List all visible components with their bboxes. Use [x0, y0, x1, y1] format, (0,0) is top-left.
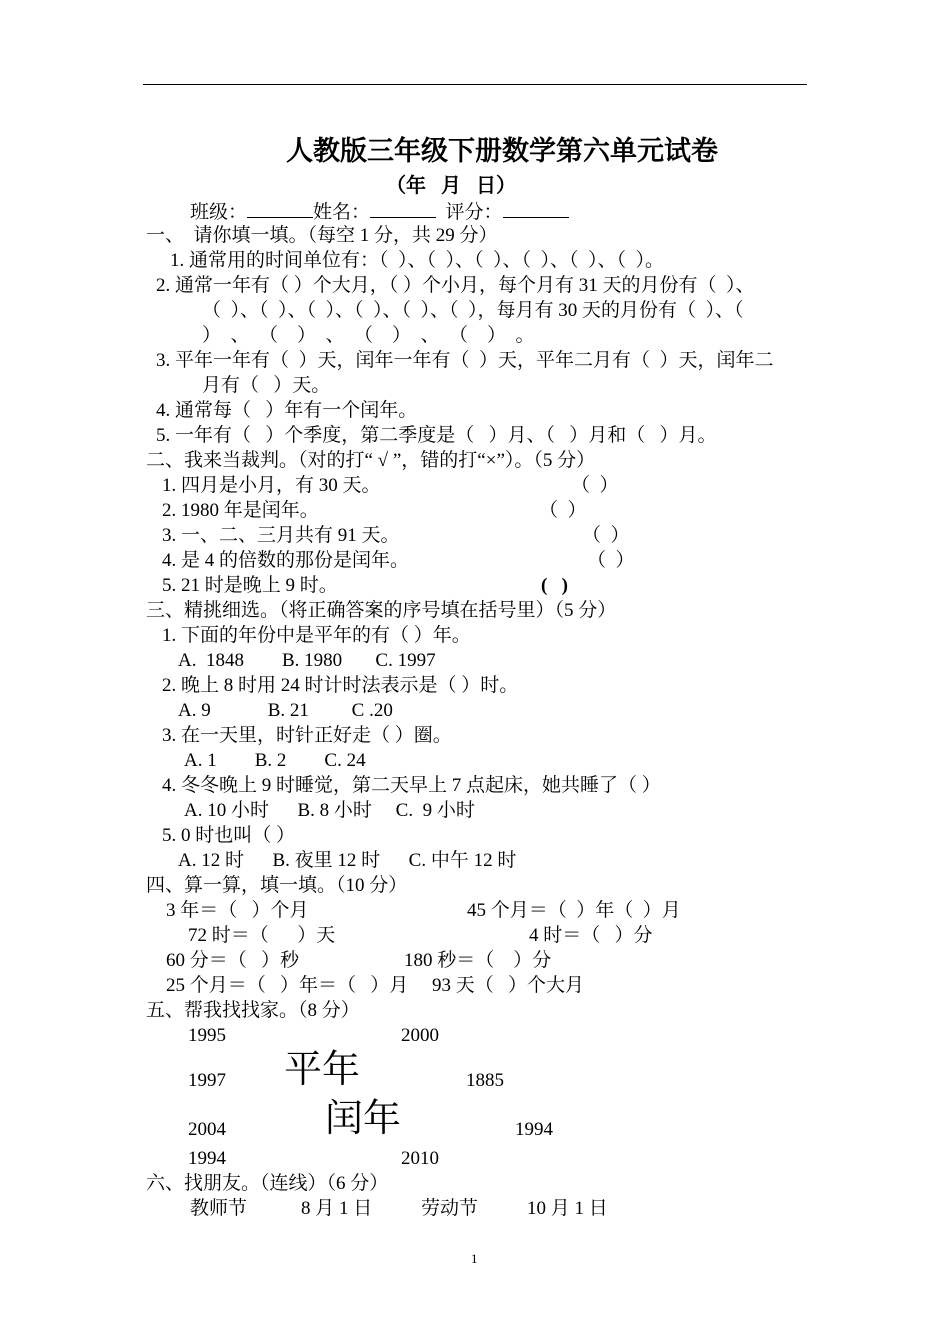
date-line: （年 月 日）	[386, 175, 516, 197]
s2-answer-4[interactable]: （ ）	[587, 550, 635, 571]
match-item[interactable]: 10 月 1 日	[527, 1198, 608, 1219]
year-item[interactable]: 2010	[401, 1148, 439, 1169]
year-item[interactable]: 1885	[466, 1070, 504, 1091]
s4-problem-2a: 72 时＝（ ）天	[188, 925, 336, 946]
s3-options-5: A. 12 时 B. 夜里 12 时 C. 中午 12 时	[178, 850, 517, 871]
name-label: 姓名：	[313, 202, 371, 223]
s2-item-4: 4. 是 4 的倍数的那份是闰年。	[162, 550, 410, 571]
s3-options-4: A. 10 小时 B. 8 小时 C. 9 小时	[184, 800, 475, 821]
s3-question-2: 2. 晚上 8 时用 24 时计时法表示是（ ）时。	[162, 675, 519, 696]
section-2-heading: 二、我来当裁判。（对的打“ √ ”，错的打“×”）。（5 分）	[146, 450, 596, 471]
s3-options-3: A. 1 B. 2 C. 24	[184, 750, 366, 771]
s3-question-3: 3. 在一天里，时针正好走（ ）圈。	[162, 725, 452, 746]
match-item[interactable]: 劳动节	[421, 1198, 479, 1219]
s1-question-5: 5. 一年有（ ）个季度，第二季度是（ ）月、（ ）月和（ ）月。	[156, 425, 717, 446]
s2-item-2: 2. 1980 年是闰年。	[162, 500, 319, 521]
name-field[interactable]	[370, 199, 436, 218]
s4-problem-2b: 4 时＝（ ）分	[529, 925, 653, 946]
s4-problem-1a: 3 年＝（ ）个月	[166, 900, 309, 921]
s3-options-2: A. 9 B. 21 C .20	[178, 700, 393, 721]
s1-question-3: 3. 平年一年有（ ）天，闰年一年有（ ）天，平年二月有（ ）天，闰年二	[156, 350, 774, 371]
leap-year-label: 闰年	[325, 1098, 402, 1140]
s2-answer-5[interactable]: ( )	[541, 575, 568, 596]
s3-question-4: 4. 冬冬晚上 9 时睡觉，第二天早上 7 点起床，她共睡了（ ）	[162, 775, 661, 796]
s2-answer-1[interactable]: （ ）	[571, 475, 619, 496]
s1-question-1: 1. 通常用的时间单位有：（ ）、（ ）、（ ）、（ ）、（ ）、（ ）。	[170, 250, 665, 271]
common-year-label: 平年	[284, 1049, 361, 1091]
s4-problem-3b: 180 秒＝（ ）分	[404, 950, 552, 971]
s1-question-3-cont: 月有（ ）天。	[202, 375, 331, 396]
s1-question-2: 2. 通常一年有（ ）个大月，（ ）个小月，每个月有 31 天的月份有（ ）、	[156, 275, 755, 296]
year-item[interactable]: 1997	[188, 1070, 226, 1091]
s3-question-1: 1. 下面的年份中是平年的有（ ）年。	[162, 625, 471, 646]
section-1-heading: 一、 请你填一填。（每空 1 分，共 29 分）	[146, 225, 498, 246]
class-label: 班级：	[190, 202, 248, 223]
s2-item-3: 3. 一、二、三月共有 91 天。	[162, 525, 400, 546]
s3-question-5: 5. 0 时也叫（ ）	[162, 825, 296, 846]
s1-question-4: 4. 通常每（ ）年有一个闰年。	[156, 400, 418, 421]
year-item[interactable]: 2000	[401, 1025, 439, 1046]
s4-problem-3a: 60 分＝（ ）秒	[166, 950, 300, 971]
section-6-heading: 六、找朋友。（连线）（6 分）	[146, 1173, 389, 1194]
section-5-heading: 五、帮我找找家。（8 分）	[146, 1000, 360, 1021]
header-rule	[143, 84, 807, 85]
year-item[interactable]: 1994	[515, 1119, 553, 1140]
s2-answer-3[interactable]: （ ）	[582, 525, 630, 546]
s1-question-2-cont2: ） 、 （ ） 、 （ ） 、 （ ） 。	[202, 325, 535, 346]
s3-options-1: A. 1848 B. 1980 C. 1997	[178, 650, 436, 671]
year-item[interactable]: 2004	[188, 1119, 226, 1140]
year-item[interactable]: 1994	[188, 1148, 226, 1169]
match-item[interactable]: 教师节	[190, 1198, 248, 1219]
score-field[interactable]	[503, 199, 569, 218]
score-label: 评分：	[445, 202, 503, 223]
section-4-heading: 四、算一算，填一填。（10 分）	[146, 875, 408, 896]
s1-question-2-cont: （ ）、（ ）、（ ）、（ ）、（ ）、（ ），每月有 30 天的月份有（ ）、（	[202, 300, 744, 321]
page-title: 人教版三年级下册数学第六单元试卷	[286, 136, 718, 166]
student-info-line	[190, 199, 569, 225]
page-number: 1	[471, 1251, 478, 1266]
s2-item-1: 1. 四月是小月，有 30 天。	[162, 475, 381, 496]
s4-problem-1b: 45 个月＝（ ）年（ ）月	[467, 900, 681, 921]
s2-item-5: 5. 21 时是晚上 9 时。	[162, 575, 338, 596]
s2-answer-2[interactable]: （ ）	[539, 500, 587, 521]
match-item[interactable]: 8 月 1 日	[301, 1198, 373, 1219]
class-field[interactable]	[247, 199, 313, 218]
section-3-heading: 三、精挑细选。（将正确答案的序号填在括号里）（5 分）	[146, 600, 617, 621]
year-item[interactable]: 1995	[188, 1025, 226, 1046]
s4-problem-4: 25 个月＝（ ）年＝（ ）月 93 天（ ）个大月	[166, 975, 585, 996]
